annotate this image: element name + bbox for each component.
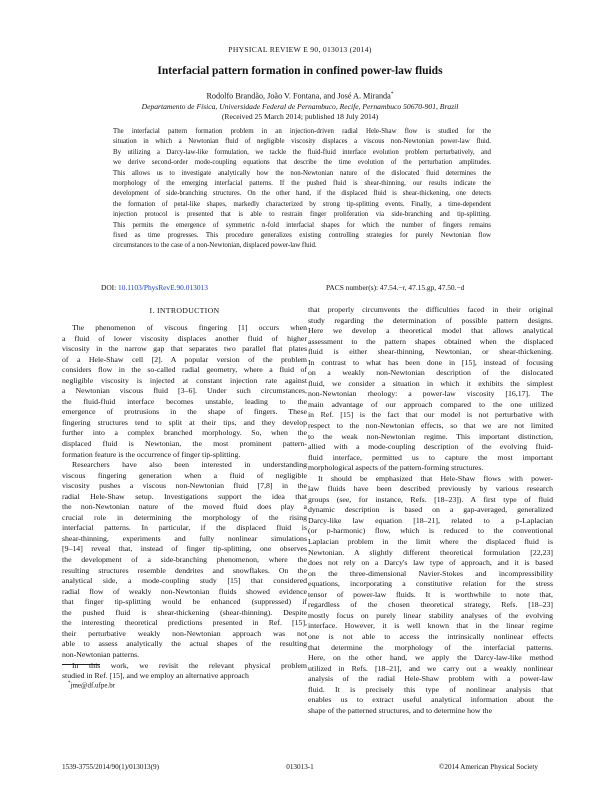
body-text-line: allied with a mode-coupling description of the evolving fluid- xyxy=(308,442,553,452)
body-text-line: fluid is either shear-thinning, Newtonian, or shear-thickening. xyxy=(308,347,553,357)
body-text-line: their perturbative weakly non-Newtonian approach was not xyxy=(62,628,307,638)
footnote-mark: * xyxy=(68,681,71,686)
body-text-line: Darcy-like law equation [18–21], related to a p-Laplacian xyxy=(308,515,553,525)
body-text-line: Here we develop a theoretical model that allows analytical xyxy=(308,326,553,336)
body-text-line: analysis of the radial Hele-Shaw problem with a power-law xyxy=(308,674,553,684)
body-text-line: able to assess analytically the actual shapes of the resulting xyxy=(62,639,307,649)
left-column xyxy=(62,306,307,682)
body-text-line: formation feature is the occurrence of finger tip-splitting. xyxy=(62,449,241,459)
body-text-line: groups (see, for instance, Refs. [18–23]). A first type of fluid xyxy=(308,494,553,504)
author-names: Rodolfo Brandão, João V. Fontana, and José A. Miranda xyxy=(206,91,391,101)
doi-line xyxy=(101,283,208,292)
body-text-line: viscosity pushes a viscous non-Newtonian fluid [7,8] in the xyxy=(62,481,307,491)
body-text-line: that properly circumvents the difficulties faced in their original xyxy=(308,305,553,314)
body-text-line: mostly focus on purely linear stability analyses of the evolving xyxy=(308,610,553,620)
body-text-line: Laplacian problem in the limit where the displaced fluid is xyxy=(308,537,553,547)
body-text-line: emergence of protrusions in the shape of fingers. These xyxy=(62,407,307,417)
body-text-line: radial Hele-Shaw setup. Investigations support the idea that xyxy=(62,491,307,501)
body-text-line: law fluids have been described previously by various research xyxy=(308,484,553,494)
body-text-line: Here, on the other hand, we apply the Darcy-law-like method xyxy=(308,653,553,663)
body-text-line: shear-thinning, experiments and fully nonlinear simulations xyxy=(62,533,307,543)
body-text-line: regardless of the chosen theoretical strategy, Refs. [18–23] xyxy=(308,600,553,610)
body-text-line: one is not able to access the intrinsically nonlinear effects xyxy=(308,631,553,641)
footer-page-number: 013013-1 xyxy=(286,763,314,771)
footnote-email[interactable]: jme@df.ufpe.br xyxy=(70,681,116,690)
body-text-line: In this work, we revisit the relevant physical problem xyxy=(72,660,307,670)
body-text-line: analytical side, a mode-coupling study [15] that considered xyxy=(62,576,307,586)
footnote xyxy=(68,681,115,689)
author-list xyxy=(0,91,600,101)
doi-link[interactable]: 10.1103/PhysRevE.90.013013 xyxy=(118,283,208,292)
abstract-line: By utilizing a Darcy-law-like formulation, we tackle the fluid-fluid interface evolution problem perturbatively, and xyxy=(113,148,491,156)
body-text-line: of a Hele-Shaw cell [2]. A popular version of the problem xyxy=(62,354,307,364)
right-column xyxy=(308,305,553,716)
body-text-line: fingering structures tend to split at their tips, and they develop xyxy=(62,417,307,427)
body-text-line: further into a complex branched morphology. So, when the xyxy=(62,428,307,438)
body-text-line: the interesting theoretical predictions presented in Ref. [15], xyxy=(62,618,307,628)
body-text-line: [9–14] reveal that, instead of finger tip-splitting, one observes xyxy=(62,544,307,554)
abstract-line: The interfacial pattern formation problem in an injection-driven radial Hele-Shaw flow is studied for the xyxy=(113,128,491,135)
affiliation: Departamento de Física, Universidade Federal de Pernambuco, Recife, Pernambuco 50670-901, Brazil xyxy=(141,102,459,111)
footer-issn: 1539-3755/2014/90(1)/013013(9) xyxy=(62,763,160,771)
body-text-line: morphological aspects of the pattern-forming structures. xyxy=(308,463,484,473)
body-text-line: the development of a side-branching phenomenon, where the xyxy=(62,555,307,565)
pacs-numbers: PACS number(s): 47.54.−r, 47.15.gp, 47.50.−d xyxy=(326,283,465,292)
body-text-line: the pushed fluid is shear-thickening (shear-thinning). Despite xyxy=(62,607,307,617)
body-text-line: to the weak non-Newtonian regime. This important distinction, xyxy=(308,431,553,441)
body-text-line: that finger tip-splitting would be enhanced (suppressed) if xyxy=(62,597,307,607)
body-text-line: on the three-dimensional Navier-Stokes and incompressibility xyxy=(308,568,553,578)
body-text-line: on a weakly non-Newtonian description of the dislocated xyxy=(308,368,553,378)
abstract-line: we derive second-order mode-coupling equations that describe the time evolution of the perturbation amplitudes. xyxy=(113,159,491,167)
section-heading: I. INTRODUCTION xyxy=(149,306,220,315)
body-text-line: fluid interface, permitted us to capture the most important xyxy=(308,452,553,462)
body-text-line: utilized in Refs. [18–21], and we carry out a weakly nonlinear xyxy=(308,663,553,673)
body-text-line: considers flow in the so-called radial geometry, where a fluid of xyxy=(62,365,307,375)
body-text-line: fluid, we consider a situation in which it exhibits the simplest xyxy=(308,378,553,388)
body-text-line: radial flow of weakly non-Newtonian fluids showed evidence xyxy=(62,586,307,596)
footnote-divider xyxy=(62,664,100,665)
body-text-line: dynamic description is based on a gap-averaged, generalized xyxy=(308,505,553,515)
body-text-line: non-Newtonian patterns. xyxy=(62,649,140,659)
body-text-line: The phenomenon of viscous fingering [1] occurs when xyxy=(72,323,307,332)
body-text-line: a fluid of lower viscosity displaces another fluid of higher xyxy=(62,333,307,343)
abstract-line: This permits the emergence of symmetric n-fold interfacial shapes for which the number of fingers remains xyxy=(113,221,491,229)
body-text-line: assessment to the pattern shapes obtained when the displaced xyxy=(308,336,553,346)
abstract-line: fixed as time progresses. This procedure generalizes existing controlling strategies for purely Newtonian flow xyxy=(113,231,491,239)
body-text-line: It should be emphasized that Hele-Shaw flows with power- xyxy=(318,473,553,483)
body-text-line: a Newtonian viscous fluid [3–6]. Under such circumstances, xyxy=(62,386,307,396)
body-text-line: respect to the non-Newtonian effects, so that we are not limited xyxy=(308,421,553,431)
body-text-line: displaced fluid is Newtonian, the most prominent pattern- xyxy=(62,439,307,449)
body-text-line: viscosity in the narrow gap that separates two parallel flat plates xyxy=(62,344,307,354)
body-text-line: non-Newtonian rheology: a power-law viscosity [16,17]. The xyxy=(308,389,553,399)
body-text-line: tensor of power-law fluids. It is worthwhile to note that, xyxy=(308,589,553,599)
footer-copyright: ©2014 American Physical Society xyxy=(438,763,538,771)
body-text-line: study regarding the determination of possible pattern designs. xyxy=(308,315,553,325)
abstract-line: injection protocol is presented that is able to restrain finger proliferation via side-branching and tip-splitting. xyxy=(113,211,491,219)
author-footnote-mark[interactable]: * xyxy=(390,91,394,97)
abstract-line: circumstances to the case of a non-Newtonian, displaced power-law fluid. xyxy=(113,242,317,250)
body-text-line: resulting structures resemble dendrites and snowflakes. On the xyxy=(62,565,307,575)
abstract-line: the formation of petal-like shapes, markedly characterized by strong tip-splitting events. Finally, a time-dependent xyxy=(113,200,491,208)
body-text-line: Newtonian. A slightly different theoretical formulation [22,23] xyxy=(308,547,553,557)
abstract-line: morphology of the emerging interfacial patterns. If the pushed fluid is shear-thinning, our results indicate the xyxy=(113,179,491,187)
body-text-line: interface. However, it is well known that in the linear regime xyxy=(308,621,553,631)
paper-title: Interfacial pattern formation in confined power-law fluids xyxy=(157,65,443,77)
body-text-line: viscous fingering generation when a fluid of negligible xyxy=(62,470,307,480)
body-text-line: equations, incorporating a constitutive relation for the stress xyxy=(308,579,553,589)
body-text-line: shape of the patterned structures, and to determine how the xyxy=(308,705,493,715)
body-text-line: enables us to extract useful analytical information about the xyxy=(308,695,553,705)
body-text-line: the non-Newtonian nature of the moved fluid does play a xyxy=(62,502,307,512)
body-text-line: (or p-harmonic) flow, which is reduced to the conventional xyxy=(308,526,553,536)
body-text-line: does not rely on a Darcy's law type of approach, and it is based xyxy=(308,558,553,568)
body-text-line: main advantage of our approach compared to the one utilized xyxy=(308,399,553,409)
doi-label: DOI: xyxy=(101,283,119,292)
body-text-line: interfacial patterns. In particular, if the displaced fluid is xyxy=(62,523,307,533)
body-text-line: In contrast to what has been done in [15], instead of focusing xyxy=(308,357,553,367)
abstract-line: development of side-branching structures. On the other hand, if the displaced fluid is shear-thickening, one detects xyxy=(113,190,491,198)
journal-header: PHYSICAL REVIEW E 90, 013013 (2014) xyxy=(228,45,372,54)
body-text-line: negligible viscosity is injected at constant injection rate against xyxy=(62,375,307,385)
abstract xyxy=(113,127,491,252)
body-text-line: that determine the morphology of the interfacial patterns. xyxy=(308,642,553,652)
body-text-line: in Ref. [15] is the fact that our model is not perturbative with xyxy=(308,410,553,420)
abstract-line: This allows us to investigate analytically how the non-Newtonian nature of the dislocated fluid determines the xyxy=(113,169,491,177)
body-text-line: fluid. It is precisely this type of nonlinear analysis that xyxy=(308,684,553,694)
body-text-line: the fluid-fluid interface becomes unstable, leading to the xyxy=(62,396,307,406)
body-text-line: Researchers have also been interested in understanding xyxy=(72,460,307,470)
abstract-line: situation in which a Newtonian fluid of negligible viscosity displaces a viscous non-Newtonian power-law fluid. xyxy=(113,138,491,146)
body-text-line: crucial role in determining the morphology of the rising xyxy=(62,512,307,522)
received-dates: (Received 25 March 2014; published 18 July 2014) xyxy=(221,112,379,121)
body-text-line: studied in Ref. [15], and we employ an alternative approach xyxy=(62,671,249,681)
